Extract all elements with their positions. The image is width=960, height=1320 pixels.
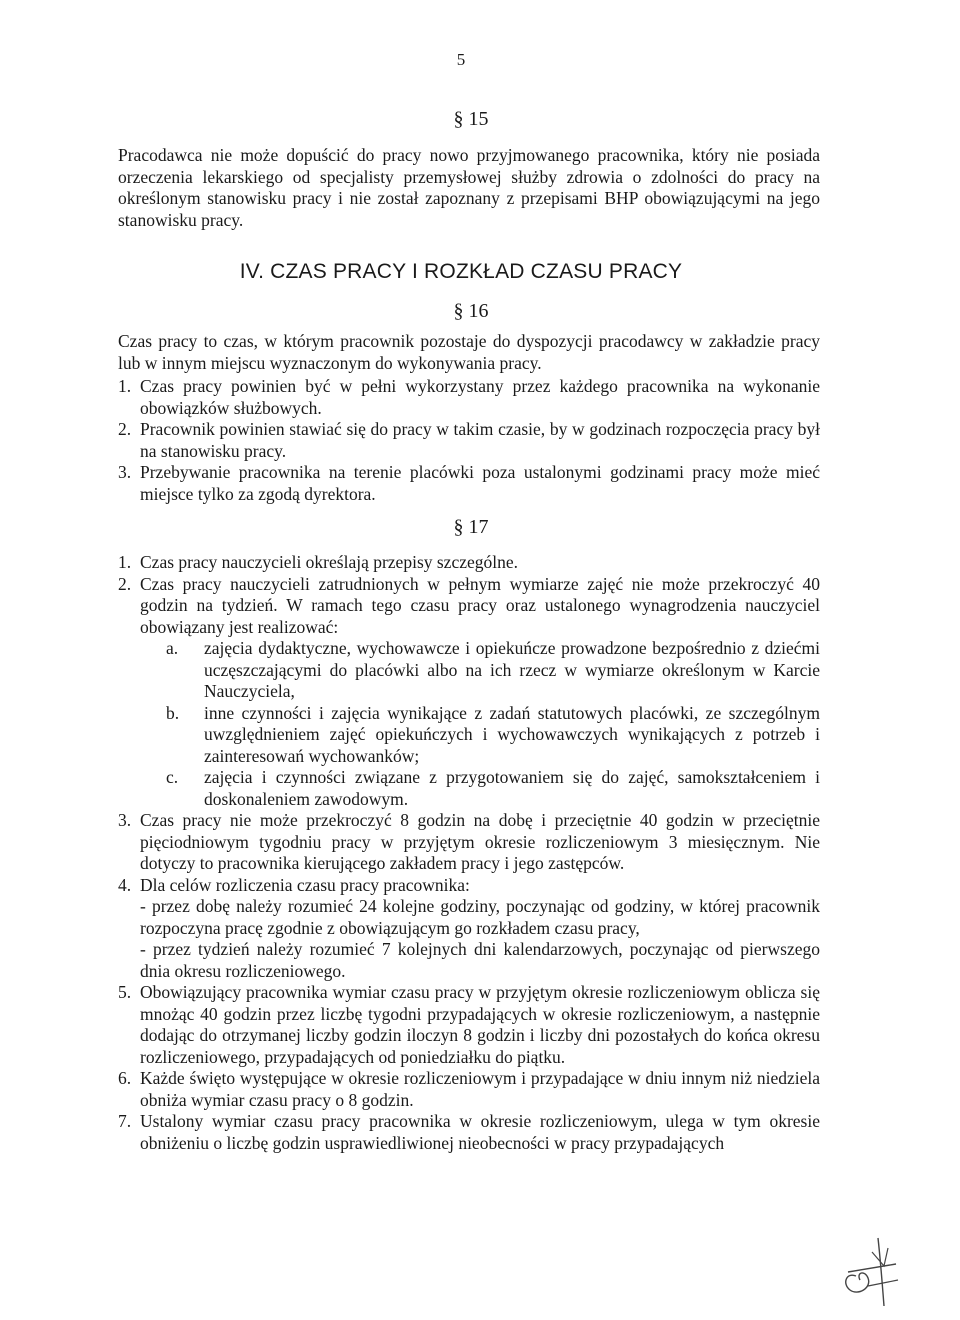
sub-item-letter: b.	[166, 702, 180, 723]
item-text: Przebywanie pracownika na terenie placówki poza ustalonymi godzinami pracy może mieć miejsce tylko za zgodą dyrektora.	[140, 462, 820, 504]
item-number: 4.	[118, 874, 132, 895]
chapter-heading: IV. CZAS PRACY I ROZKŁAD CZASU PRACY	[239, 260, 683, 283]
item-text: Pracownik powinien stawiać się do pracy w takim czasie, by w godzinach rozpoczęcia pracy był na stanowisku pracy.	[140, 419, 820, 461]
sub-list-item	[166, 703, 820, 768]
sub-item-letter: a.	[166, 638, 179, 658]
list-item	[118, 419, 820, 462]
item-text: Czas pracy nie może przekroczyć 8 godzin na dobę i przeciętnie 40 godzin w przeciętnie pięciodniowym tygodniu pracy w przyjętym okresie rozliczeniowym 3 miesięcznym. Nie dotyczy to pracownika kierującego zakładem pracy i jego zastępców.	[140, 810, 820, 873]
sub-list	[166, 638, 820, 810]
list-item	[118, 1068, 820, 1111]
item-number: 1.	[118, 376, 132, 396]
item-text: Każde święto występujące w okresie rozliczeniowym i przypadające w dniu innym niż niedziela obniża wymiar czasu pracy o 8 godzin.	[140, 1068, 820, 1110]
item-text: Czas pracy nauczycieli określają przepisy szczególne.	[140, 552, 519, 572]
section-16-mark: § 16	[453, 300, 489, 322]
list-item	[118, 376, 820, 419]
section-15-mark: § 15	[453, 108, 489, 130]
list-item	[118, 574, 820, 811]
item-number: 3.	[118, 810, 132, 830]
item-number: 3.	[118, 462, 132, 482]
page-number: 5	[456, 50, 466, 69]
item-number: 5.	[118, 982, 132, 1002]
item-text: Dla celów rozliczenia czasu pracy pracownika:	[140, 874, 470, 895]
section-17-mark: § 17	[453, 516, 489, 538]
section-15-text: Pracodawca nie może dopuścić do pracy nowo przyjmowanego pracownika, który nie posiada orzeczenia lekarskiego od specjalisty przemysłowej służby zdrowia o zdolności do pracy na określonym stanowisku pracy i nie został zapoznany z przepisami BHP obowiązującymi na jego stanowisku pracy.	[118, 145, 820, 230]
item-text: Ustalony wymiar czasu pracy pracownika w okresie rozliczeniowym, ulega w tym okresie obniżeniu o liczbę godzin usprawiedliwionej nieobecności w pracy przypadających	[140, 1111, 820, 1153]
handwritten-initials	[838, 1232, 908, 1310]
sub-item-text: zajęcia dydaktyczne, wychowawcze i opiekuńcze prowadzone bezpośrednio z dziećmi uczęszczającymi do placówki albo na ich rzecz w wymiarze określonym w Karcie Nauczyciela,	[204, 638, 820, 701]
item-text: Czas pracy nauczycieli zatrudnionych w pełnym wymiarze zajęć nie może przekroczyć 40 godzin na tydzień. W ramach tego czasu pracy oraz ustalonego wynagrodzenia nauczyciel obowiązany jest realizować:	[140, 573, 820, 637]
list-item	[118, 552, 820, 574]
list-item	[118, 462, 820, 505]
list-item	[118, 1111, 820, 1154]
dash-line: - przez dobę należy rozumieć 24 kolejne godziny, poczynając od godziny, w której pracownik rozpoczyna pracę zgodnie z obowiązującym go rozkładem czasu pracy,	[140, 896, 820, 938]
item-number: 2.	[118, 419, 132, 439]
dash-line: - przez tydzień należy rozumieć 7 kolejnych dni kalendarzowych, poczynając od pierwszego dnia okresu rozliczeniowego.	[140, 939, 820, 981]
list-item	[118, 810, 820, 875]
item-number: 7.	[118, 1111, 132, 1131]
sub-item-letter: c.	[166, 767, 179, 787]
item-number: 6.	[118, 1068, 132, 1088]
item-number: 1.	[118, 552, 132, 572]
item-text: Czas pracy powinien być w pełni wykorzystany przez każdego pracownika na wykonanie obowiązków służbowych.	[140, 376, 820, 418]
list-item	[118, 875, 820, 983]
sub-list-item	[166, 767, 820, 810]
section-16-intro: Czas pracy to czas, w którym pracownik pozostaje do dyspozycji pracodawcy w zakładzie pracy lub w innym miejscu wyznaczonym do wykonywania pracy.	[118, 331, 820, 373]
item-text: Obowiązujący pracownika wymiar czasu pracy w przyjętym okresie rozliczeniowym oblicza się mnożąc 40 godzin przez liczbę tygodni przypadających w okresie rozliczeniowym, a następnie dodając do otrzymanej liczby godzin iloczyn 8 godzin i liczby dni pozostałych do końca okresu rozliczeniowego, przypadających od poniedziałku do piątku.	[140, 982, 820, 1067]
sub-list-item	[166, 638, 820, 703]
sub-item-text: inne czynności i zajęcia wynikające z zadań statutowych placówki, ze szczególnym uwzględnieniem zajęć opiekuńczych i wychowawczych wynikających z potrzeb i zainteresowań wychowanków;	[204, 702, 820, 766]
item-number: 2.	[118, 573, 132, 594]
section-17-list	[118, 552, 820, 1154]
sub-item-text: zajęcia i czynności związane z przygotowaniem się do zajęć, samokształceniem i doskonaleniem zawodowym.	[204, 767, 820, 809]
section-16-list	[118, 376, 820, 505]
list-item	[118, 982, 820, 1068]
